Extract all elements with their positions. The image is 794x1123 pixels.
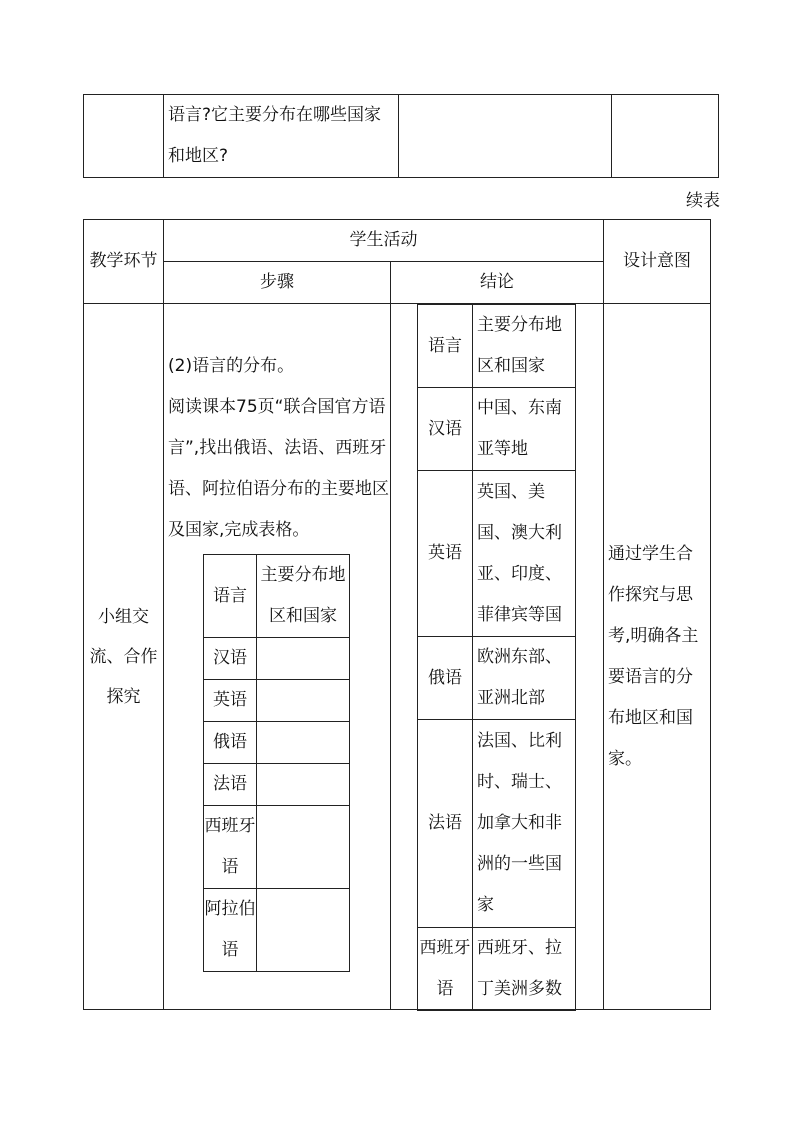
blank-row-lang: 阿拉伯语 (204, 889, 257, 972)
answer-header-language: 语言 (418, 305, 473, 388)
blank-row-lang: 西班牙语 (204, 806, 257, 889)
answer-header-region: 主要分布地区和国家 (473, 305, 576, 388)
intent-cell-empty (612, 95, 719, 178)
answer-row-lang: 英语 (418, 471, 473, 637)
header-stage: 教学环节 (84, 220, 164, 304)
step-title: (2)语言的分布。 (168, 356, 295, 376)
blank-row-lang: 俄语 (204, 722, 257, 764)
answer-row-lang: 西班牙语 (418, 928, 473, 1011)
header-steps: 步骤 (164, 262, 391, 304)
answer-row-region: 英国、美国、澳大利亚、印度、菲律宾等国 (473, 471, 576, 637)
blank-language-table (203, 554, 350, 972)
conclusion-cell (391, 304, 604, 1010)
step-text-cell: 语言?它主要分布在哪些国家和地区? (164, 95, 399, 178)
answer-row-region: 法国、比利时、瑞士、加拿大和非洲的一些国家 (473, 720, 576, 928)
answer-row-region: 中国、东南亚等地 (473, 388, 576, 471)
step-content (168, 346, 390, 551)
blank-row-region[interactable] (257, 722, 350, 764)
blank-header-region: 主要分布地区和国家 (257, 555, 350, 638)
answer-row-region: 西班牙、拉丁美洲多数 (473, 928, 576, 1011)
answer-language-table (417, 304, 576, 1011)
blank-row-region[interactable] (257, 764, 350, 806)
stage-cell-empty (84, 95, 164, 178)
header-conclusion: 结论 (391, 262, 604, 304)
blank-header-language: 语言 (204, 555, 257, 638)
blank-row-lang: 英语 (204, 680, 257, 722)
continued-label: 续表 (686, 191, 720, 211)
answer-row-region: 欧洲东部、亚洲北部 (473, 637, 576, 720)
blank-row-lang: 汉语 (204, 638, 257, 680)
conclusion-cell-empty (399, 95, 612, 178)
blank-row-region[interactable] (257, 806, 350, 889)
blank-row-region[interactable] (257, 680, 350, 722)
answer-row-lang: 汉语 (418, 388, 473, 471)
step-instruction: 阅读课本75页“联合国官方语言”,找出俄语、法语、西班牙语、阿拉伯语分布的主要地区及国家,完成表格。 (168, 397, 389, 540)
header-design-intent: 设计意图 (604, 220, 711, 304)
design-intent-cell: 通过学生合作探究与思考,明确各主要语言的分布地区和国家。 (604, 304, 711, 1010)
previous-table-fragment (83, 94, 719, 178)
answer-row-lang: 法语 (418, 720, 473, 928)
answer-row-lang: 俄语 (418, 637, 473, 720)
blank-row-region[interactable] (257, 889, 350, 972)
blank-row-region[interactable] (257, 638, 350, 680)
steps-cell (164, 304, 391, 1010)
stage-cell: 小组交流、合作探究 (84, 304, 164, 1010)
blank-row-lang: 法语 (204, 764, 257, 806)
lesson-table (83, 219, 711, 1010)
header-student-activity: 学生活动 (164, 220, 604, 262)
